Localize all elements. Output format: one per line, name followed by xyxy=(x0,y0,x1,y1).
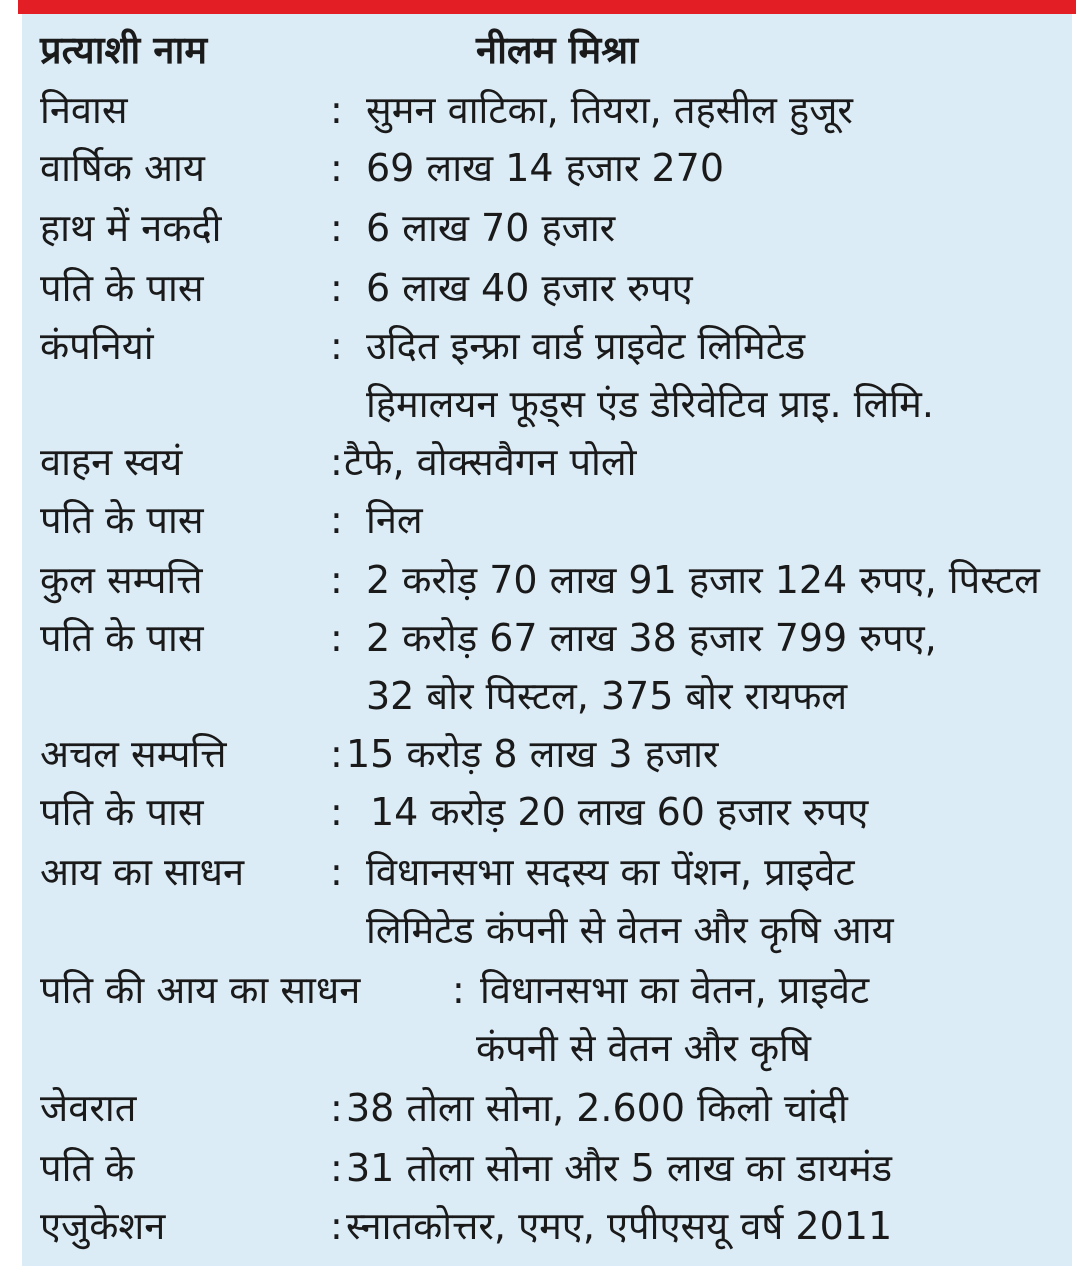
row-label: पति के xyxy=(40,1146,135,1190)
row-value: 32 बोर पिस्टल, 375 बोर रायफल xyxy=(366,674,848,718)
row-value: 6 लाख 70 हजार xyxy=(366,206,616,250)
row-value: लिमिटेड कंपनी से वेतन और कृषि आय xyxy=(366,908,894,952)
row-value: 69 लाख 14 हजार 270 xyxy=(366,146,725,190)
row-label: पति के पास xyxy=(40,790,204,834)
candidate-name-label: प्रत्याशी नाम xyxy=(40,28,208,72)
row-value: विधानसभा सदस्य का पेंशन, प्राइवेट xyxy=(366,850,855,894)
row-colon: : xyxy=(330,1146,343,1190)
row-label: हाथ में नकदी xyxy=(40,206,222,250)
row-value: कंपनी से वेतन और कृषि xyxy=(476,1026,811,1070)
row-label: एजुकेशन xyxy=(40,1204,166,1248)
row-value: विधानसभा का वेतन, प्राइवेट xyxy=(480,968,870,1012)
row-label: वाहन स्वयं xyxy=(40,440,183,484)
row-value: 14 करोड़ 20 लाख 60 हजार रुपए xyxy=(370,790,869,834)
row-label: आय का साधन xyxy=(40,850,245,894)
row-label: निवास xyxy=(40,88,128,132)
row-label: अचल सम्पत्ति xyxy=(40,732,227,776)
row-colon: : xyxy=(330,558,343,602)
row-label: पति के पास xyxy=(40,266,204,310)
row-value: टैफे, वोक्सवैगन पोलो xyxy=(344,440,637,484)
row-label: पति की आय का साधन xyxy=(40,968,361,1012)
row-value: स्नातकोत्तर, एमए, एपीएसयू वर्ष 2011 xyxy=(346,1204,893,1248)
row-colon: : xyxy=(330,146,343,190)
row-colon: : xyxy=(330,498,343,542)
row-colon: : xyxy=(452,968,465,1012)
row-label: वार्षिक आय xyxy=(40,146,205,190)
row-value: 6 लाख 40 हजार रुपए xyxy=(366,266,693,310)
row-value: निल xyxy=(366,498,423,542)
row-colon: : xyxy=(330,790,343,834)
row-colon: : xyxy=(330,616,343,660)
row-label: पति के पास xyxy=(40,498,204,542)
row-value: 2 करोड़ 70 लाख 91 हजार 124 रुपए, पिस्टल xyxy=(366,558,1040,602)
candidate-name-value: नीलम मिश्रा xyxy=(476,28,638,72)
row-colon: : xyxy=(330,850,343,894)
row-colon: : xyxy=(330,206,343,250)
row-value: 31 तोला सोना और 5 लाख का डायमंड xyxy=(346,1146,893,1190)
row-value: उदित इन्फ्रा वार्ड प्राइवेट लिमिटेड xyxy=(366,324,806,368)
row-colon: : xyxy=(330,324,343,368)
row-colon: : xyxy=(330,88,343,132)
top-red-bar xyxy=(18,0,1076,14)
row-label: जेवरात xyxy=(40,1086,137,1130)
row-colon: : xyxy=(330,440,343,484)
row-colon: : xyxy=(330,732,343,776)
row-value: हिमालयन फूड्स एंड डेरिवेटिव प्राइ. लिमि. xyxy=(366,382,934,426)
row-colon: : xyxy=(330,1086,343,1130)
row-colon: : xyxy=(330,266,343,310)
row-value: 2 करोड़ 67 लाख 38 हजार 799 रुपए, xyxy=(366,616,937,660)
row-value: सुमन वाटिका, तियरा, तहसील हुजूर xyxy=(366,88,853,132)
row-label: पति के पास xyxy=(40,616,204,660)
row-label: कंपनियां xyxy=(40,324,154,368)
row-label: कुल सम्पत्ति xyxy=(40,558,203,602)
row-value: 38 तोला सोना, 2.600 किलो चांदी xyxy=(346,1086,848,1130)
row-colon: : xyxy=(330,1204,343,1248)
row-value: 15 करोड़ 8 लाख 3 हजार xyxy=(346,732,719,776)
